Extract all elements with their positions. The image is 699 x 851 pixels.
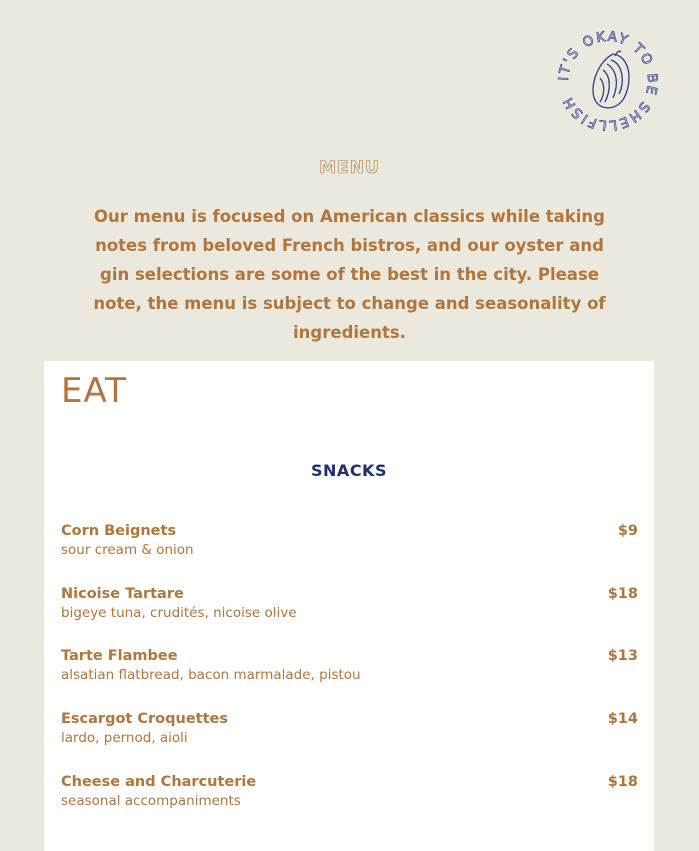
eat-card: [44, 361, 654, 851]
badge-text: IT'S OKAY TO BE SHELLFISH: [555, 28, 661, 134]
item-description: bigeye tuna, crudités, nicoise olive: [61, 604, 297, 621]
menu-item: [61, 772, 638, 835]
item-name: Corn Beignets: [61, 523, 177, 539]
item-price: $13: [607, 648, 638, 665]
item-description: lardo, pernod, aioli: [61, 730, 188, 747]
menu-item: [61, 584, 638, 647]
svg-text:IT'S OKAY TO BE SHELLFISH: [556, 29, 660, 133]
shellfish-badge: [553, 26, 663, 136]
menu-intro-text: Our menu is focused on American classics while taking notes from beloved French bistros, and our oyster and gin selections are some of the best in the city. Please note, the menu is subject to change and seasonality of ingredients.: [93, 207, 606, 342]
item-price: $18: [607, 773, 638, 790]
item-description: seasonal accompaniments: [61, 792, 241, 809]
item-name: Escargot Croquettes: [61, 711, 229, 728]
menu-heading: MENU: [319, 158, 380, 178]
menu-item: [61, 709, 638, 772]
item-price: $14: [607, 711, 638, 728]
item-price: $9: [617, 523, 638, 539]
item-name: Cheese and Charcuterie: [61, 773, 257, 790]
item-name: Tarte Flambee: [61, 648, 178, 665]
item-price: $18: [607, 585, 638, 602]
item-description: alsatian flatbread, bacon marmalade, pistou: [61, 667, 361, 684]
menu-item: [61, 521, 638, 584]
section-title-snacks: SNACKS: [311, 461, 387, 480]
menu-items-list: [61, 521, 638, 834]
item-name: Nicoise Tartare: [61, 585, 184, 602]
oyster-icon: [553, 26, 663, 136]
item-description: sour cream & onion: [61, 542, 194, 558]
menu-item: [61, 646, 638, 709]
eat-title: EAT: [61, 371, 127, 411]
